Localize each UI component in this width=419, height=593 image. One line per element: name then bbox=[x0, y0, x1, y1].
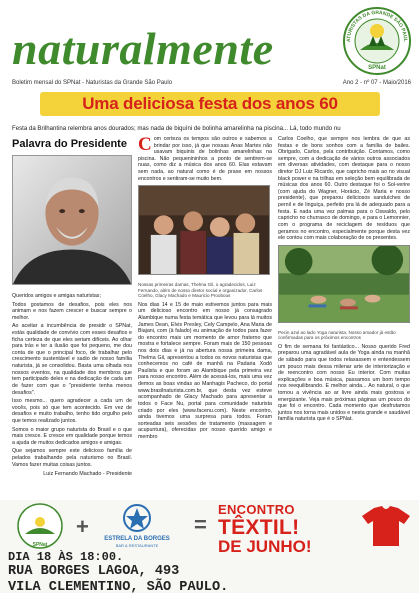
bulletin-line: Boletim mensal do SPNat - Naturistas da Grande São Paulo bbox=[12, 80, 173, 86]
letter-paragraph: Somos o maior grupo naturista do Brasil e o que mais cresce. E cresce em qualidade porque temos a ajuda de muitos dedicados amigos e amigas. bbox=[12, 426, 132, 446]
party-article-column bbox=[138, 136, 272, 441]
newsletter-title: naturalmente bbox=[12, 23, 274, 74]
letter-paragraph: Todos gostamos de desafios, pois eles nos animam e nos fazem crescer e buscar sempre o melhor. bbox=[12, 301, 132, 321]
article-body: Nos dias 14 e 15 de maio estivemos juntos para mais um delicioso encontro em nosso já consagrado Alambique numa festa temática que levou para lá muitos James Dean, Elvis Presley, Cely Campelo, Ana Maria de Biajani, com (à falado) eu animação de todos para fazer do encontro mais um momento de amor fraterno que mostra e fortalece sempre. Foram mais de 150 pessoas nos dois dias e já na abertura nossa primeira dama, Thelma Gil, apresentou a todos os novos naturistas que conhecemos no café de manhã na Padaria Xodó Paulista e que foram ao Alambique pela primeira vez para nosso encontro. Além de acessá-los, mais uma vez demos as boas vindas ao Manhagis Pacheco, do portal www.brasilnaturista.com.br, que desta vez esteve acompanhado de Glacy Machado para apresentar a todos o Face Nu, portal para comunidade naturista criado por eles (www.facenu.com). Neste encontro, ainda tivemos uma surpresa para todos. Foram sorteadas seis sessões de tratamento (massagem e acupuntura), oferecidas por nosso querido amigo e membro bbox=[138, 301, 272, 440]
issue-line: Ano 2 - nº 07 - Maio/2016 bbox=[342, 80, 411, 86]
event-title bbox=[218, 502, 354, 556]
equals-icon: = bbox=[194, 512, 207, 537]
president-column bbox=[12, 136, 132, 477]
event-line1: ENCONTRO bbox=[218, 502, 295, 517]
letter-paragraph: Queridos amigos e amigas naturistas; bbox=[12, 293, 101, 299]
garden-photo-caption: Pecin azul ao lado Yoga naturista. Nosso amador já estão confirmadas para os próximos encontros bbox=[278, 329, 396, 341]
svg-text:NATURISTAS DA GRANDE SÃO PAULO: ATURISTAS DA GRANDE SÃO PAUL bbox=[345, 9, 409, 43]
letter-paragraph: Que sejamos sempre este delicioso família de pelados trabalhando pela naturismo no Brasil. Vamos fazer muitas coisas juntos. bbox=[12, 448, 132, 468]
intro-text: om certeza os tempos são outros e sabemos a brindar por isso, já que nossas Anas Martes não usavam biquinis de bolinhas amarelinhas na piscina. Não pequenininhos a ponto de sentirem-se nuas, como diz a música dos anos 60. Elas estavam sem nada, ao natural como é de praxe em nossos encontros e sentiram-se muito bem. bbox=[138, 136, 272, 182]
dropcap: C bbox=[138, 134, 152, 155]
spnat-logo-icon bbox=[342, 6, 412, 76]
estrela-borges-logo-icon bbox=[100, 502, 174, 550]
event-advertisement bbox=[0, 500, 419, 593]
section-title: Palavra do Presidente bbox=[12, 138, 127, 150]
plus-icon: + bbox=[76, 514, 89, 539]
president-letter bbox=[12, 293, 132, 468]
letter-paragraph: Ao aceitar a incumbência de presidir o SPNat, estás qualidade de convívio com esses desafios e ficha certeza de que eles seriam difíceis. Ao olhar para trás e ter a ilusão que foi pequeno, me dou conta de que o principal foco, de trabalhar pelo crescimento sustentável e sadio de nosso família naturista, já se consolidou. Basta uma olhada nos nossos eventos, na qualidade dos membros que tem participado deles e na dedicação de cada um de fazer com que o "presidente tenha menos desafios". bbox=[12, 323, 132, 396]
headline-banner bbox=[40, 92, 380, 116]
event-address: RUA BORGES LAGOA, 493 bbox=[8, 564, 180, 580]
party-photo-image bbox=[138, 185, 270, 275]
spnat-small-logo-icon bbox=[10, 502, 70, 550]
ad-logo2-sub: BAR & RESTAURANTE bbox=[115, 543, 159, 548]
article-continuation-column bbox=[278, 136, 410, 423]
right-text-top: Carlos Coelho, que sempre nos lembra de que as festas e de bons sonhos com a família de bailes. Obrigado, Carlos, pela contribuição. Contamos, como sempre, com a dedicação de vários outros associados em diversas atividades, com destaque para o nosso diretor DJ Luiz Ricardo, que capricho mais ao no visual black power e na trilhas em seleção bem equilibrada de músicas dos anos 60. Outro destaque foi o Sol-verire (com ajuda do Wagner, Horácio, Zé Maria e nosso presidente), que preparou deliciosos sanduíches de pernil e de linguiça, perfeito pra lá de adequado para a festa. E nada uma vez palmas para o Oswaldo, pelo capricho no churrasco de domingo, e para o Lemonnier, com o programa de reciclagem de resíduos que geramos no encontro, especialmente porque desta vez ele contou com mais colaboração de os presentes. bbox=[278, 136, 410, 242]
event-line2: TÊXTIL! bbox=[218, 516, 300, 539]
masthead bbox=[0, 0, 419, 88]
svg-text:SPNat: SPNat bbox=[368, 65, 386, 71]
article-intro bbox=[138, 136, 272, 182]
yoga-garden-photo-image bbox=[278, 245, 410, 323]
ad-logo2-text: ESTRELA DA BORGES bbox=[104, 536, 170, 542]
lead-text: Festa da Brilhantina relembra anos dourados; mas nada de biquíni de bolinha amarelinha na piscina... Lá, todo mundo nu bbox=[12, 125, 341, 132]
event-neighborhood: VILA CLEMENTINO, SÃO PAULO. bbox=[8, 580, 229, 593]
party-photo-caption: Nossas primeiras damas, Thelma Gil, o agradecidos, Luiz Fernando, além de nosso diretor social e organizador, Carlos Coelho, Glacy Machado e Mauricio Proobous bbox=[138, 282, 263, 299]
ad-logo1-sub: SPNat bbox=[32, 542, 48, 548]
event-line3: DE JUNHO! bbox=[218, 537, 312, 556]
president-portrait-image bbox=[12, 155, 132, 285]
event-details bbox=[8, 550, 412, 593]
tshirt-icon bbox=[360, 504, 412, 548]
president-signature: Luiz Fernando Machado - Presidente bbox=[43, 471, 132, 478]
ad-header-row bbox=[8, 502, 412, 556]
letter-paragraph: Isso mesmo... quero agradecer a cada um de vocês, pois só que tem acontecido. Em vez de desafios e muito trabalho, tenho tido orgulho pelo que temos realizado juntos. bbox=[12, 398, 132, 424]
issue-info-row bbox=[12, 80, 411, 86]
event-date-time: DIA 18 ÀS 18:00. bbox=[8, 550, 124, 564]
headline: Uma deliciosa festa dos anos 60 bbox=[82, 94, 338, 113]
right-text-bottom: O fim de semana foi fantástico... Nosso querido Fred preparou uma agradável aula de Yoga ainda na manhã de sábado para que todos relaxassem e entendessem um pouco mais dessa milenar arte de interiorização e de reencontro com nosso Eu interior. Com muitas explicações e boa música, passamos um bom tempo nos reequilibrando. E melhor ainda... Ao natural, o que tornou a vivência ao ar livre ainda mais gostosa e energizante. Veja mais próximas páginas um pouco do que foi o encontro. Cada momento que desfrutamos juntos nos torna mais unidos e nesta grande e saudável família naturista que é o SPNat. bbox=[278, 343, 410, 423]
